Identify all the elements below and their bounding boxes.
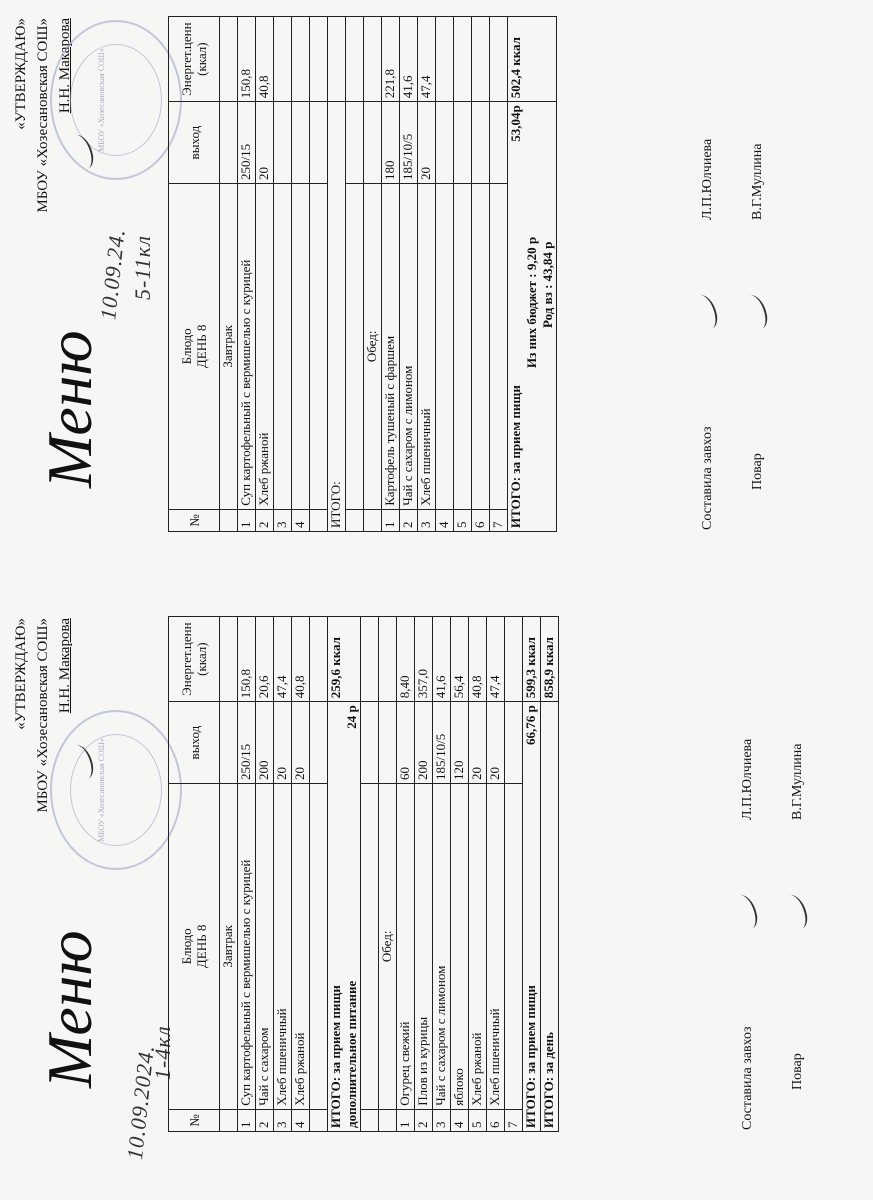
breakfast-total-row: ИТОГО: — [328, 17, 346, 532]
table-row: 1 Суп картофельный с вермишелью с курицей 250/15 150,8 — [238, 617, 256, 1132]
table-row: 7 — [505, 617, 523, 1132]
header-output: выход — [169, 102, 220, 184]
section-lunch: Обед: — [379, 783, 397, 1109]
table-row: 1 Картофель тушеный с фаршем 180 221,8 — [382, 17, 400, 532]
table-header — [169, 17, 220, 532]
table-row: 2 Чай с сахаром 200 20,6 — [256, 617, 274, 1132]
composer-label: Составила завхоз — [740, 1026, 755, 1130]
table-row: 2 Хлеб ржаной 20 40,8 — [256, 17, 274, 532]
section-lunch: Обед: — [364, 183, 382, 509]
menu-title: Меню — [34, 330, 105, 488]
table-row: 7 — [490, 17, 508, 532]
table-header — [169, 617, 220, 1132]
cook-label: Повар — [750, 453, 765, 490]
director-name: Н.Н. Макарова — [57, 18, 73, 114]
table-row: 1 Огурец свежий 60 8,40 — [397, 617, 415, 1132]
table-row: 4 Хлеб ржаной 20 40,8 — [292, 617, 310, 1132]
section-breakfast: Завтрак — [220, 783, 238, 1109]
director-name: Н.Н. Макарова — [57, 618, 73, 714]
table-row: 6 Хлеб пшеничный 20 47,4 — [487, 617, 505, 1132]
section-breakfast: Завтрак — [220, 183, 238, 509]
table-row: 5 Хлеб ржаной 20 40,8 — [469, 617, 487, 1132]
breakfast-total-row: ИТОГО: за прием пищи дополнительное питание 24 р 259,6 ккал — [328, 617, 361, 1132]
table-row: 3 Хлеб пшеничный 20 47,4 — [274, 617, 292, 1132]
cook-name: В.Г.Муллина — [750, 143, 765, 220]
composer-signature — [690, 292, 720, 332]
approval-label: «УТВЕРЖДАЮ» — [13, 618, 29, 730]
header-dish: Блюдо ДЕНЬ 8 — [169, 183, 220, 509]
stamp-text: МБОУ «Хозесановская СОШ» — [97, 738, 106, 842]
header-no: № — [169, 509, 220, 531]
lunch-total-row: ИТОГО: за прием пищи 66,76 р 599,3 ккал — [523, 617, 541, 1132]
cook-name: В.Г.Муллина — [790, 743, 805, 820]
composer-name: Л.П.Юлчиева — [740, 738, 755, 820]
table-row: 3 Чай с сахаром с лимоном 185/10/5 41,6 — [433, 617, 451, 1132]
table-row: 2 Чай с сахаром с лимоном 185/10/5 41,6 — [400, 17, 418, 532]
school-name: МБОУ «Хозесановская СОШ» — [35, 18, 51, 213]
handwritten-date: 10.09.24. — [95, 227, 130, 322]
table-row: 4 — [436, 17, 454, 532]
school-stamp — [50, 710, 182, 870]
handwritten-grade: 1-4кл — [150, 1025, 175, 1080]
table-row: 4 яблоко 120 56,4 — [451, 617, 469, 1132]
composer-signature — [730, 892, 760, 932]
header-energy: Энергет.ценн (ккал) — [169, 617, 220, 702]
composer-name: Л.П.Юлчиева — [700, 138, 715, 220]
approval-label: «УТВЕРЖДАЮ» — [13, 18, 29, 130]
cook-signature — [780, 892, 810, 932]
menu-table — [168, 616, 559, 1132]
header-no: № — [169, 1109, 220, 1131]
cook-signature — [740, 292, 770, 332]
header-output: выход — [169, 702, 220, 784]
day-total-row: ИТОГО: за день 858,9 ккал — [541, 617, 559, 1132]
table-row: 4 — [292, 17, 310, 532]
table-row: 6 — [472, 17, 490, 532]
cook-label: Повар — [790, 1053, 805, 1090]
school-name: МБОУ «Хозесановская СОШ» — [35, 618, 51, 813]
header-energy: Энергет.ценн (ккал) — [169, 17, 220, 102]
handwritten-grade: 5-11кл — [130, 234, 155, 300]
table-row: 1 Суп картофельный с вермишелью с курицей 250/15 150,8 — [238, 17, 256, 532]
lunch-total-row: ИТОГО: за прием пищи 53,04р Из них бюджет : 9,20 р Род вз : 43,84 р 502,4 ккал — [508, 17, 557, 532]
table-row: 5 — [454, 17, 472, 532]
menu-table — [168, 16, 557, 532]
stamp-text: МБОУ «Хозесановская СОШ» — [97, 48, 106, 152]
table-row: 2 Плов из курицы 200 357,0 — [415, 617, 433, 1132]
header-dish: Блюдо ДЕНЬ 8 — [169, 783, 220, 1109]
menu-title: Меню — [34, 930, 105, 1088]
composer-label: Составила завхоз — [700, 426, 715, 530]
table-row: 3 Хлеб пшеничный 20 47,4 — [418, 17, 436, 532]
handwritten-date: 10.09.2024. — [122, 1043, 159, 1161]
menu-grades-1-4 — [0, 600, 873, 1200]
table-row: 3 — [274, 17, 292, 532]
